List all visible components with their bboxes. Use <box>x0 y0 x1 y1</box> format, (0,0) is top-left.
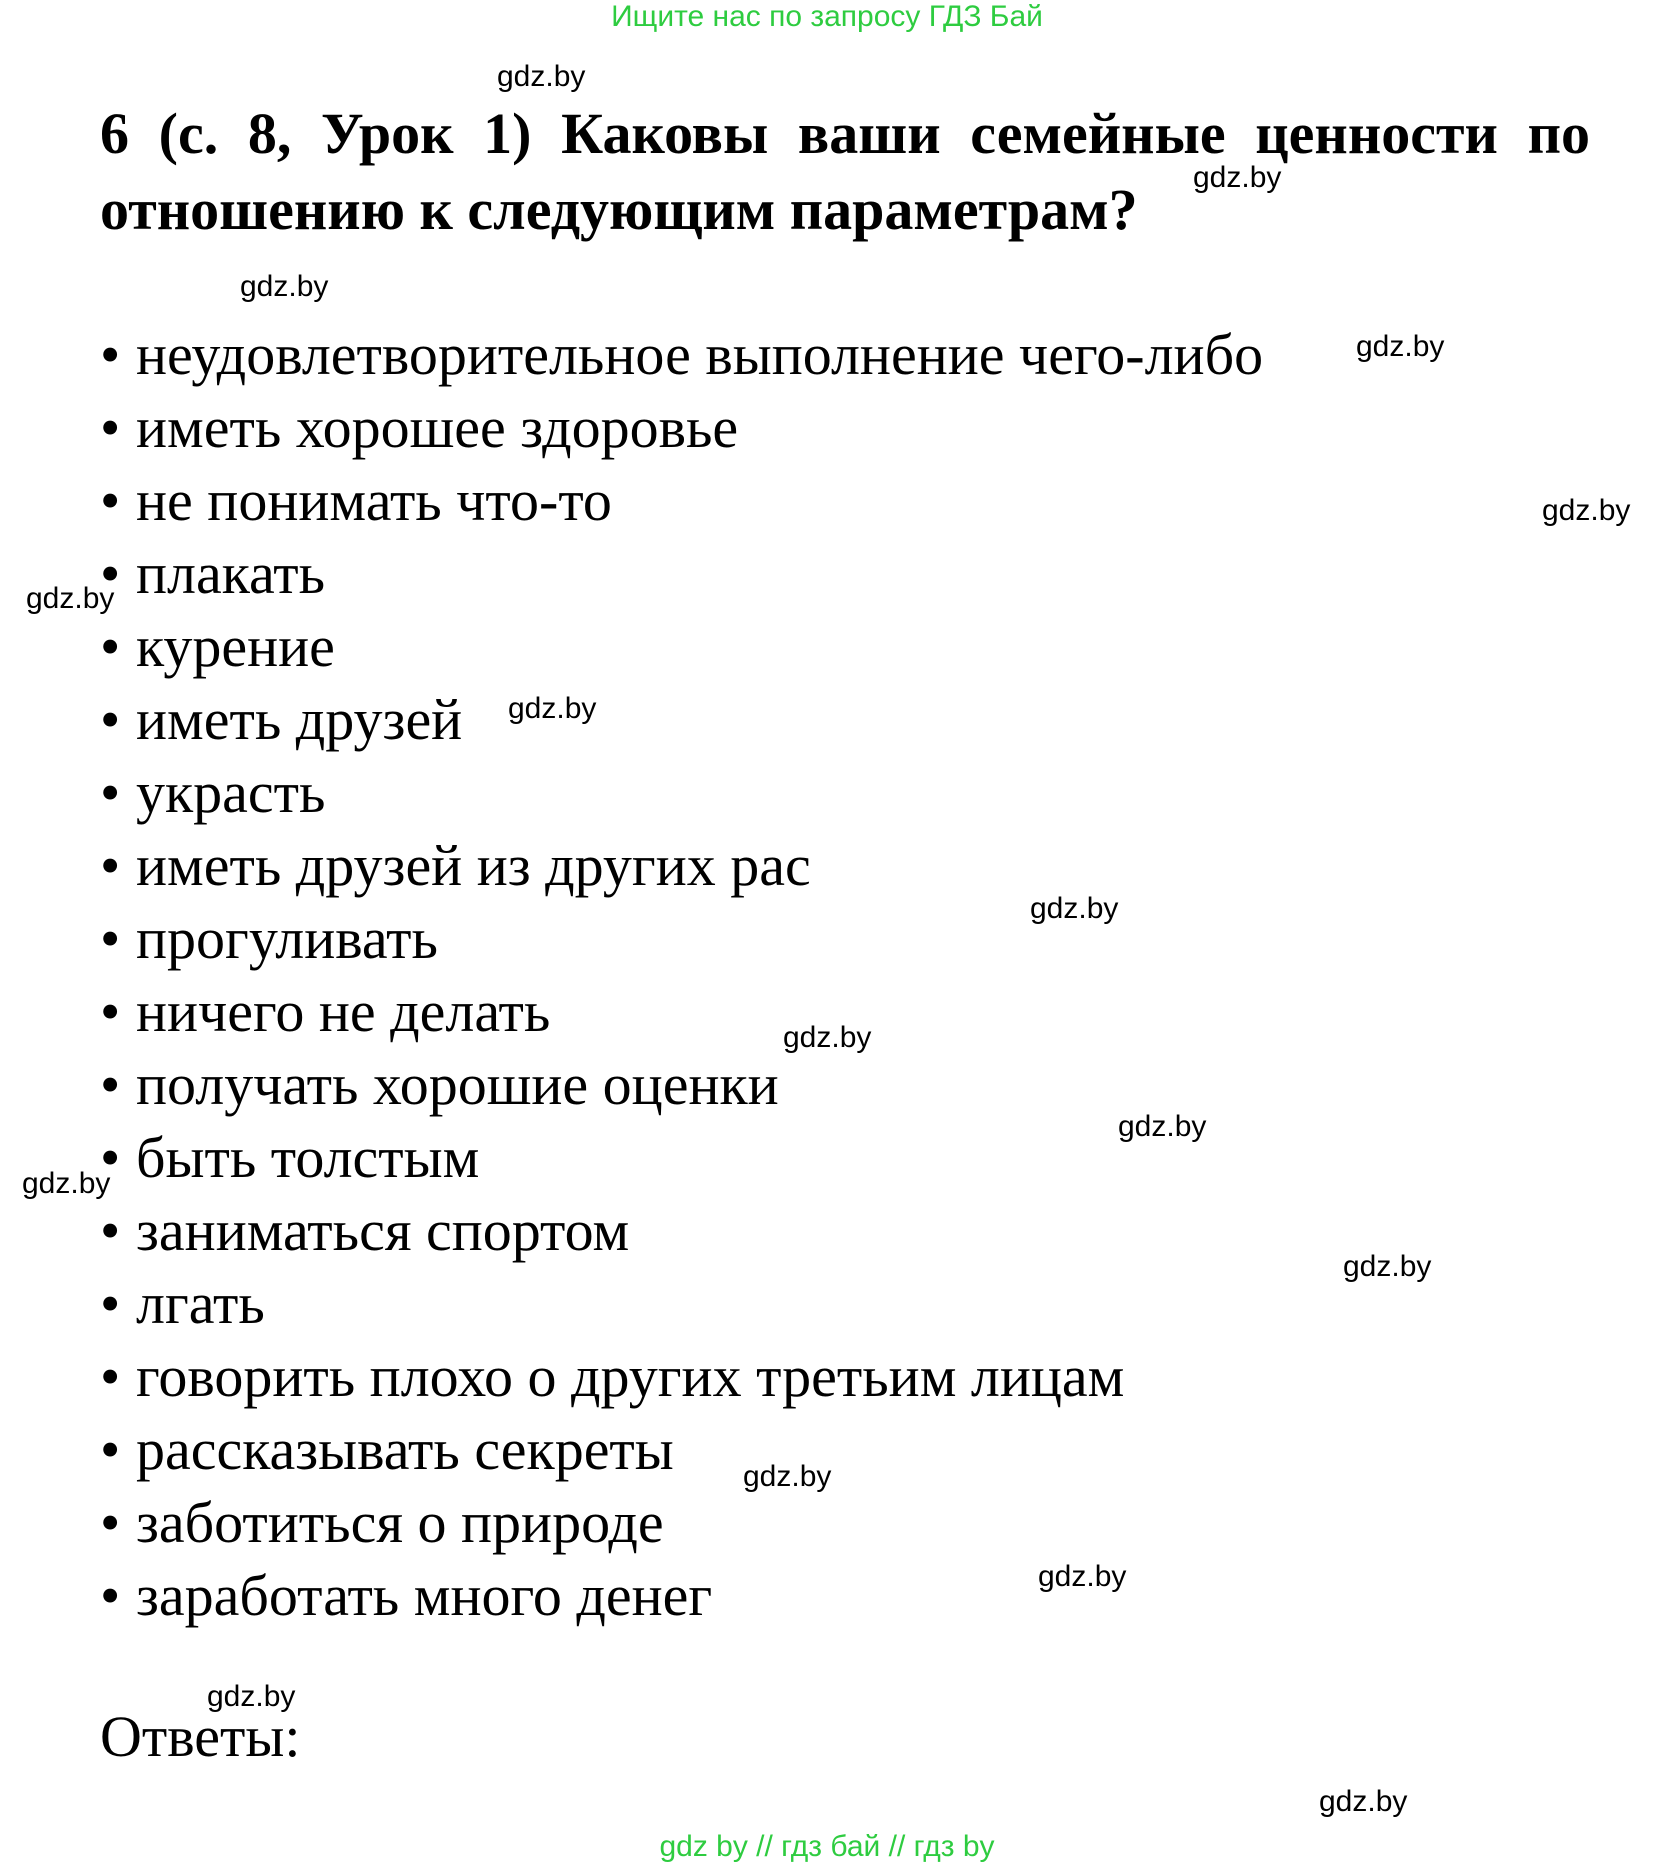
list-item-text: не понимать что-то <box>136 468 612 533</box>
list-item-text: говорить плохо о других третьим лицам <box>136 1344 1125 1409</box>
watermark: gdz.by <box>1542 494 1631 527</box>
bullet: • <box>100 1344 121 1409</box>
list-item <box>100 756 1263 829</box>
bullet: • <box>100 1125 121 1190</box>
watermark: gdz.by <box>207 1680 296 1713</box>
list-item <box>100 1486 1263 1559</box>
list-item-text: украсть <box>136 760 326 825</box>
watermark: gdz.by <box>1356 330 1445 363</box>
list-item-text: ничего не делать <box>136 979 551 1044</box>
bullet: • <box>100 1417 121 1482</box>
bullet: • <box>100 1052 121 1117</box>
list-item <box>100 975 1263 1048</box>
watermark: gdz.by <box>1030 892 1119 925</box>
bullet: • <box>100 979 121 1044</box>
bullet: • <box>100 1490 121 1555</box>
watermark: gdz.by <box>1319 1785 1408 1818</box>
list-item <box>100 537 1263 610</box>
bullet: • <box>100 614 121 679</box>
bullet: • <box>100 1198 121 1263</box>
list-item <box>100 464 1263 537</box>
bullet: • <box>100 906 121 971</box>
list-item-text: заработать много денег <box>136 1563 713 1628</box>
list-item-text: курение <box>136 614 335 679</box>
list-item <box>100 318 1263 391</box>
list-item-text: неудовлетворительное выполнение чего-либо <box>136 322 1264 387</box>
list-item <box>100 683 1263 756</box>
watermark: gdz.by <box>497 60 586 93</box>
bullet: • <box>100 760 121 825</box>
list-item <box>100 391 1263 464</box>
list-item <box>100 1194 1263 1267</box>
question-line-1: 6 (с. 8, Урок 1) Каковы ваши семейные ценности по <box>100 101 1590 166</box>
list-item <box>100 1121 1263 1194</box>
list-item-text: быть толстым <box>136 1125 480 1190</box>
bullet: • <box>100 1271 121 1336</box>
list-item-text: прогуливать <box>136 906 438 971</box>
list-item-text: заниматься спортом <box>136 1198 630 1263</box>
watermark: gdz.by <box>508 692 597 725</box>
bottom-banner[interactable]: gdz by // гдз бай // гдз by <box>659 1830 995 1863</box>
list-item <box>100 610 1263 683</box>
watermark: gdz.by <box>1118 1110 1207 1143</box>
watermark: gdz.by <box>26 582 115 615</box>
watermark: gdz.by <box>22 1167 111 1200</box>
watermark: gdz.by <box>240 270 329 303</box>
list-item <box>100 1267 1263 1340</box>
list-item-text: иметь друзей <box>136 687 463 752</box>
list-item-text: рассказывать секреты <box>136 1417 674 1482</box>
list-item <box>100 1340 1263 1413</box>
watermark: gdz.by <box>1343 1250 1432 1283</box>
watermark: gdz.by <box>1038 1560 1127 1593</box>
bullet: • <box>100 833 121 898</box>
watermark: gdz.by <box>1193 161 1282 194</box>
list-item-text: получать хорошие оценки <box>136 1052 779 1117</box>
bullet: • <box>100 395 121 460</box>
list-item <box>100 1413 1263 1486</box>
watermark: gdz.by <box>783 1021 872 1054</box>
answers-label: Ответы: <box>100 1704 301 1769</box>
bullet: • <box>100 541 121 606</box>
list-item-text: лгать <box>136 1271 265 1336</box>
bullet: • <box>100 1563 121 1628</box>
list-item-text: иметь друзей из других рас <box>136 833 811 898</box>
watermark: gdz.by <box>743 1460 832 1493</box>
question-heading <box>100 96 1590 248</box>
items-list <box>100 318 1263 1632</box>
list-item-text: плакать <box>136 541 326 606</box>
question-line-2: отношению к следующим параметрам? <box>100 177 1138 242</box>
top-banner[interactable]: Ищите нас по запросу ГДЗ Бай <box>611 0 1043 33</box>
bullet: • <box>100 468 121 533</box>
bullet: • <box>100 322 121 387</box>
bullet: • <box>100 687 121 752</box>
list-item-text: заботиться о природе <box>136 1490 664 1555</box>
list-item <box>100 1048 1263 1121</box>
list-item-text: иметь хорошее здоровье <box>136 395 739 460</box>
